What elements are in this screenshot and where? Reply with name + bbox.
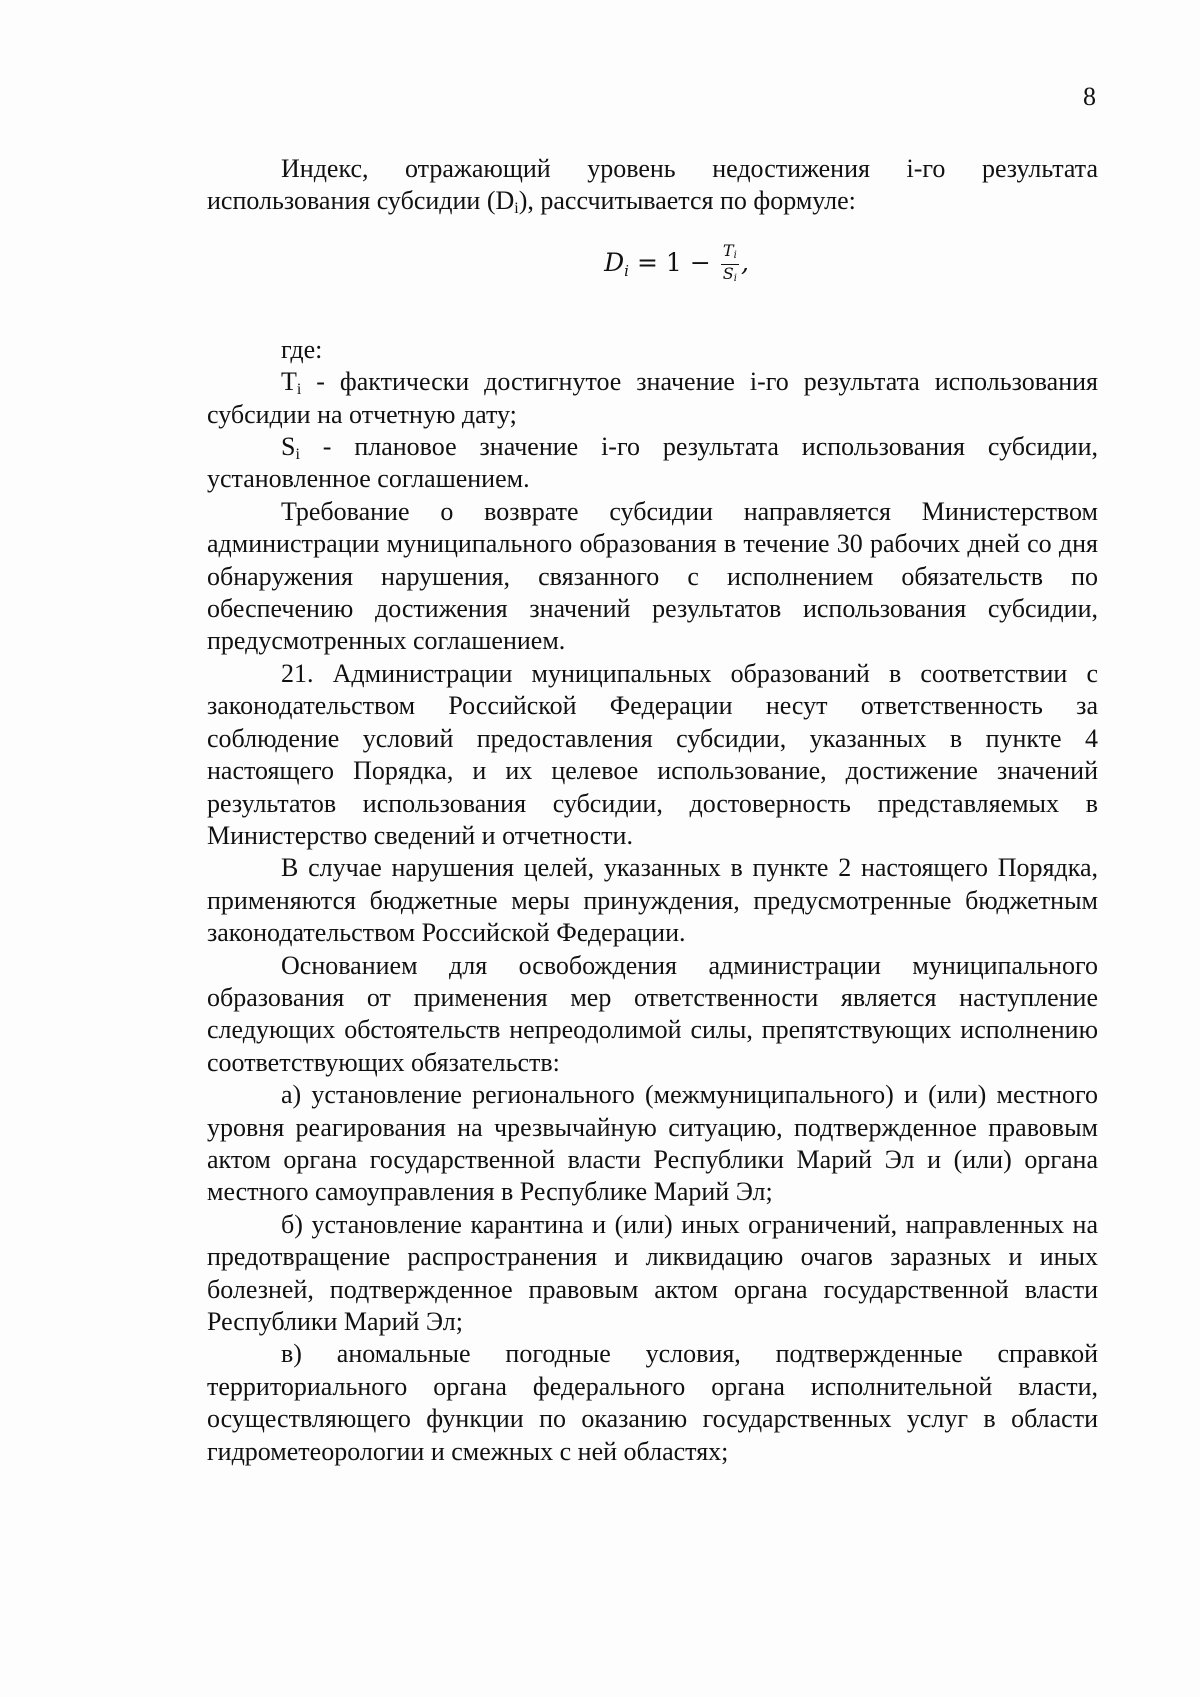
paragraph-force-majeure: Основанием для освобождения администрации муниципального образования от применения мер ответственности является наступление следующих обстоятельств непреодолимой силы, препятствующих исполнению соответствующих обязательств: — [207, 950, 1098, 1077]
formula-one: 1 — [665, 247, 682, 277]
definition-s-symbol: S — [281, 432, 296, 462]
page-number: 8 — [1083, 82, 1096, 111]
paragraph-refund-requirement: Требование о возврате субсидии направляется Министерством администрации муниципального образования в течение 30 рабочих дней со дня обнаружения нарушения, связанного с исполнением обязательств по обеспечению достижения значений результатов использования субсидии, предусмотренных соглашением. — [207, 496, 1098, 656]
definition-s — [207, 431, 1098, 496]
formula-equals: = — [636, 247, 658, 277]
definition-s-subscript: i — [295, 446, 300, 464]
intro-text-end: ), рассчитывается по формуле: — [518, 186, 856, 216]
formula-minus: − — [689, 247, 711, 277]
intro-text-start: Индекс, отражающий уровень недостижения i-го результата использования субсидии (D — [207, 154, 1098, 216]
paragraph-21-responsibility: 21. Администрации муниципальных образований в соответствии с законодательством Российской Федерации несут ответственность за соблюдение условий предоставления субсидии, указанных в пункте 4 настоящего Порядка, и их целевое использование, достижение значений результатов использования субсидии, достоверность представляемых в Министерство сведений и отчетности. — [207, 658, 1098, 850]
formula-fraction — [721, 242, 739, 287]
definition-t-text: - фактически достигнутое значение i-го результата использования субсидии на отчетную дату; — [207, 367, 1098, 429]
list-item-b: б) установление карантина и (или) иных ограничений, направленных на предотвращение распространения и ликвидацию очагов заразных и иных болезней, подтвержденное правовым актом органа государственной власти Республики Марий Эл; — [207, 1209, 1098, 1336]
formula-denominator — [721, 265, 739, 287]
definition-t-subscript: i — [296, 381, 302, 399]
formula-trailing-comma: , — [740, 247, 749, 277]
formula-expression — [604, 242, 749, 287]
document-body — [207, 153, 1098, 1468]
list-item-a: а) установление регионального (межмуниципального) и (или) местного уровня реагирования на чрезвычайную ситуацию, подтвержденное правовым актом органа государственной власти Республики Марий Эл и (или) органа местного самоуправления в Республике Марий Эл; — [207, 1080, 1098, 1207]
paragraph-violation-measures: В случае нарушения целей, указанных в пункте 2 настоящего Порядка, применяются бюджетные меры принуждения, предусмотренные бюджетным законодательством Российской Федерации. — [207, 853, 1098, 948]
definition-t — [207, 366, 1098, 431]
intro-subscript: i — [514, 200, 519, 218]
formula-numerator — [721, 242, 739, 265]
intro-paragraph — [207, 153, 1098, 218]
where-label: где: — [281, 334, 323, 364]
definition-s-text: - плановое значение i-го результата использования субсидии, установленное соглашением. — [207, 432, 1098, 494]
formula — [207, 222, 1098, 312]
formula-lhs: D — [604, 247, 625, 277]
formula-numerator-symbol: T — [722, 240, 734, 260]
definition-t-symbol: T — [281, 367, 297, 397]
formula-denominator-symbol: S — [722, 263, 734, 283]
formula-denominator-subscript: i — [733, 272, 737, 284]
formula-numerator-subscript: i — [733, 249, 737, 261]
list-item-c: в) аномальные погодные условия, подтвержденные справкой территориального органа федерального органа исполнительной власти, осуществляющего функции по оказанию государственных услуг в области гидрометеорологии и смежных с ней областях; — [207, 1339, 1098, 1466]
formula-lhs-subscript: i — [624, 261, 629, 280]
